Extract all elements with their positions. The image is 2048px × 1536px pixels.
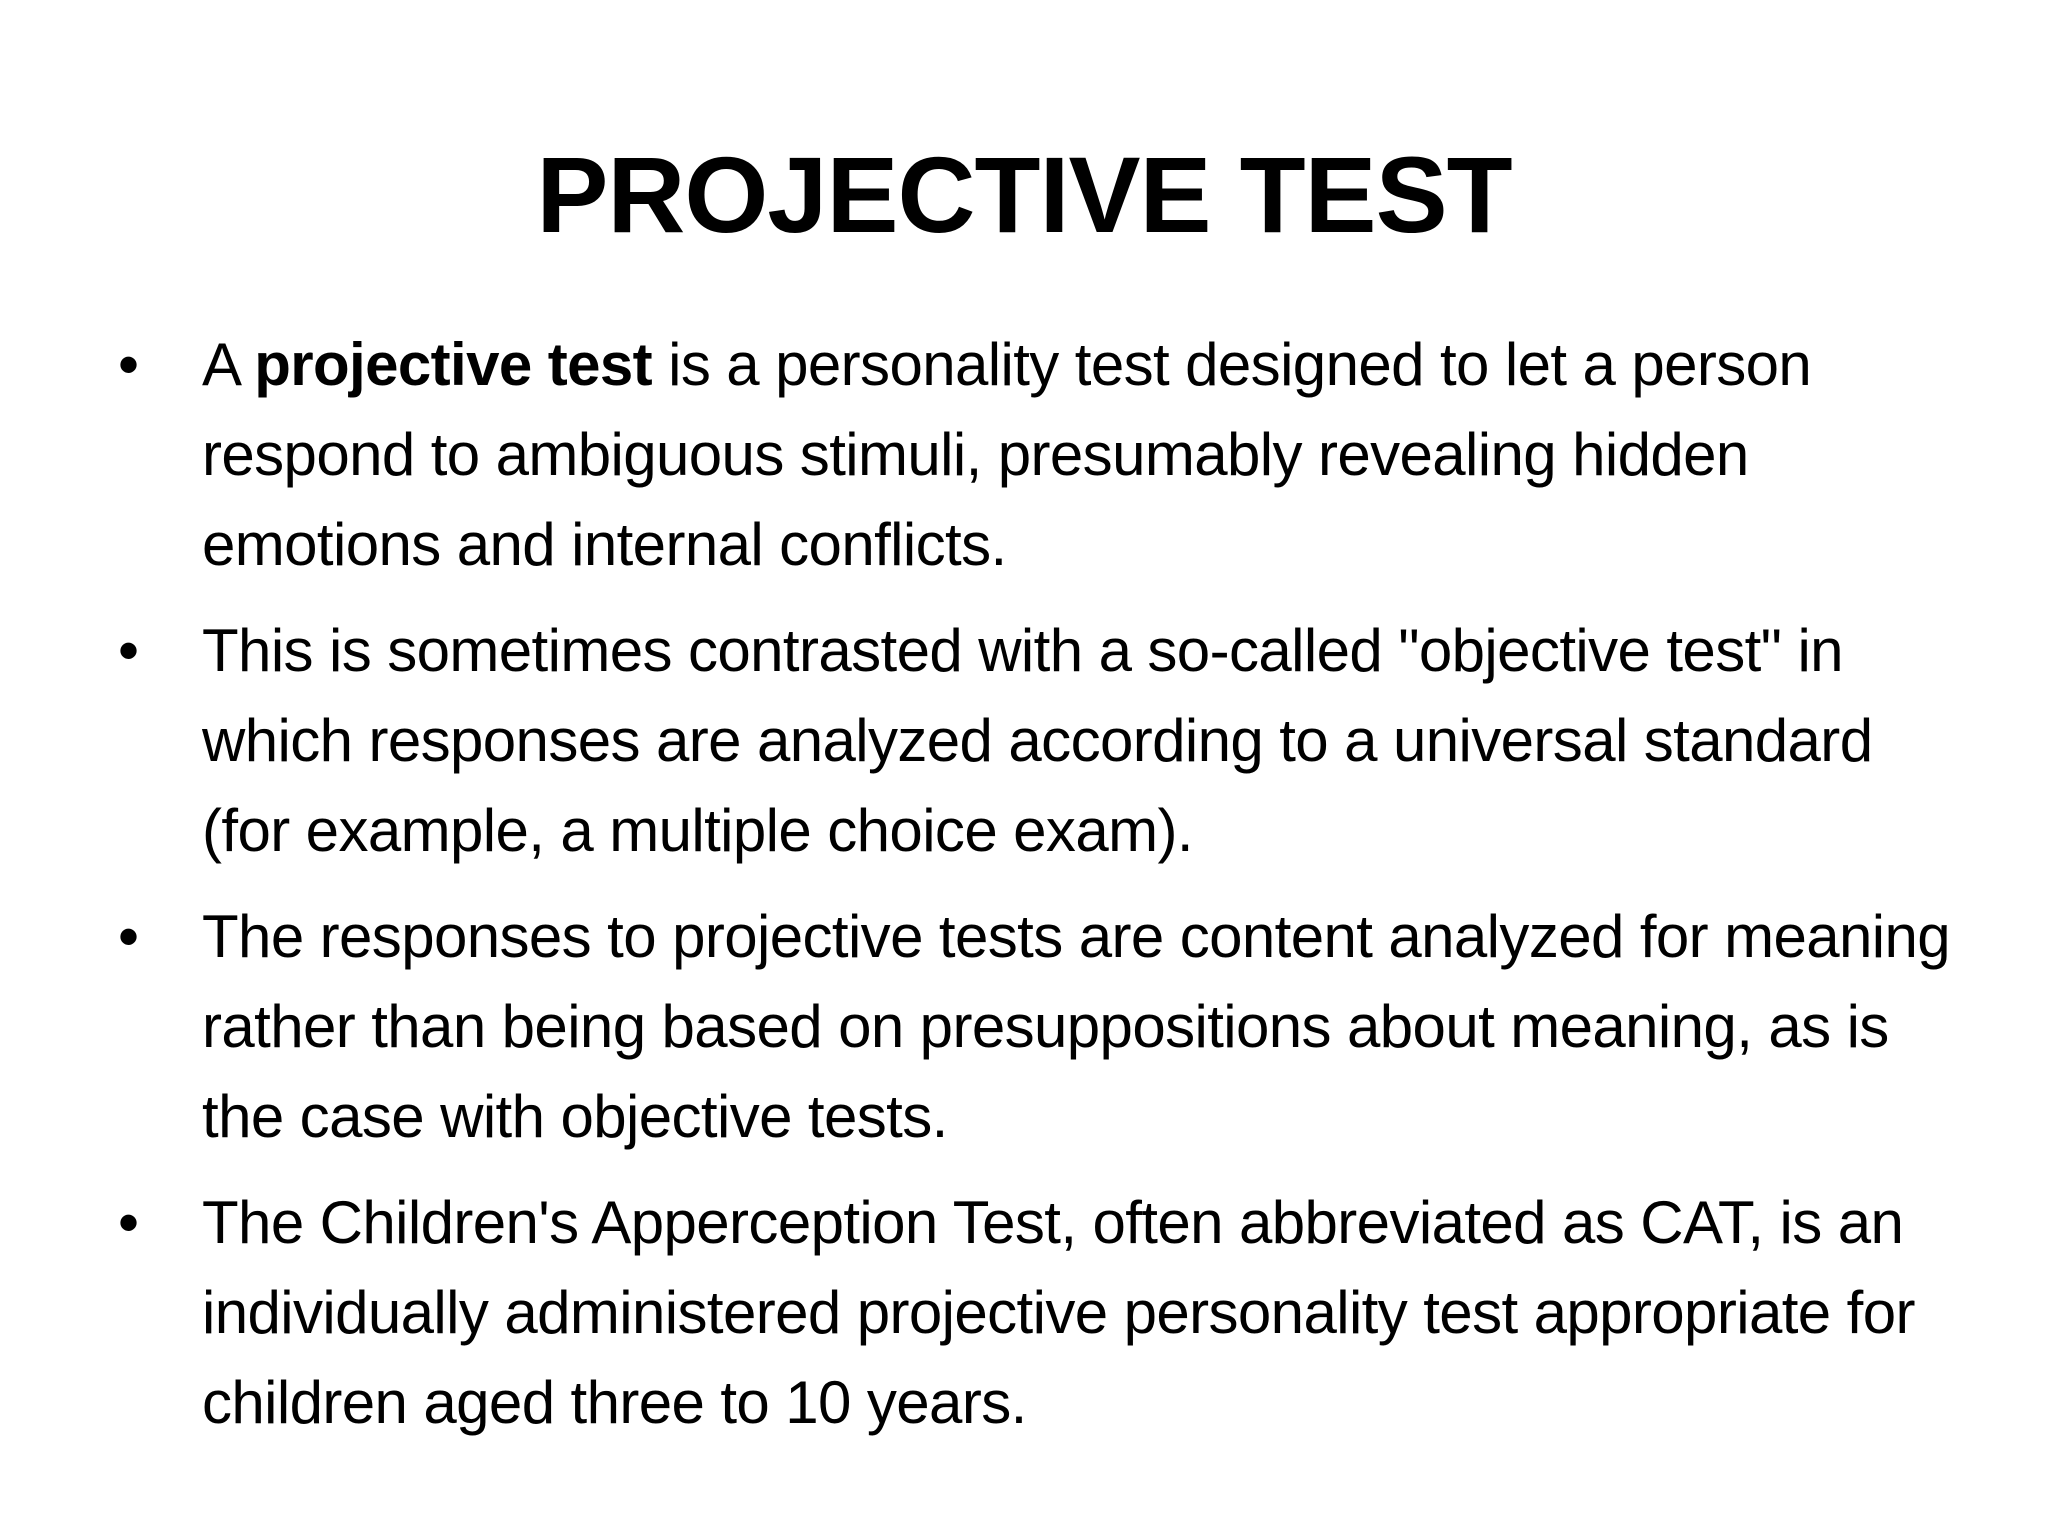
bullet-icon: • <box>118 617 139 684</box>
bullet-icon: • <box>118 331 139 398</box>
bullet-item-2 <box>118 606 1958 876</box>
bullet-bold-term: projective test <box>254 331 653 398</box>
bullet-text: This is sometimes contrasted with a so-called "objective test" in which responses are analyzed according to a universal standard (for example, a multiple choice exam). <box>202 617 1873 864</box>
bullet-text <box>202 331 1811 578</box>
bullet-icon: • <box>118 1189 139 1256</box>
bullet-item-4 <box>118 1178 1958 1448</box>
bullet-lead-text: A <box>202 331 255 398</box>
bullet-text: The responses to projective tests are content analyzed for meaning rather than being based on presuppositions about meaning, as is the case with objective tests. <box>202 903 1951 1150</box>
bullet-item-3 <box>118 892 1958 1162</box>
slide-title: PROJECTIVE TEST <box>536 134 1512 255</box>
bullet-icon: • <box>118 903 139 970</box>
bullet-item-1 <box>118 320 1958 590</box>
bullet-list <box>118 320 1958 1464</box>
bullet-rest-text: is a personality test designed to let a person respond to ambiguous stimuli, presumably revealing hidden emotions and internal conflicts. <box>202 331 1812 578</box>
bullet-text: The Children's Apperception Test, often abbreviated as CAT, is an individually administered projective personality test appropriate for children aged three to 10 years. <box>202 1189 1915 1436</box>
